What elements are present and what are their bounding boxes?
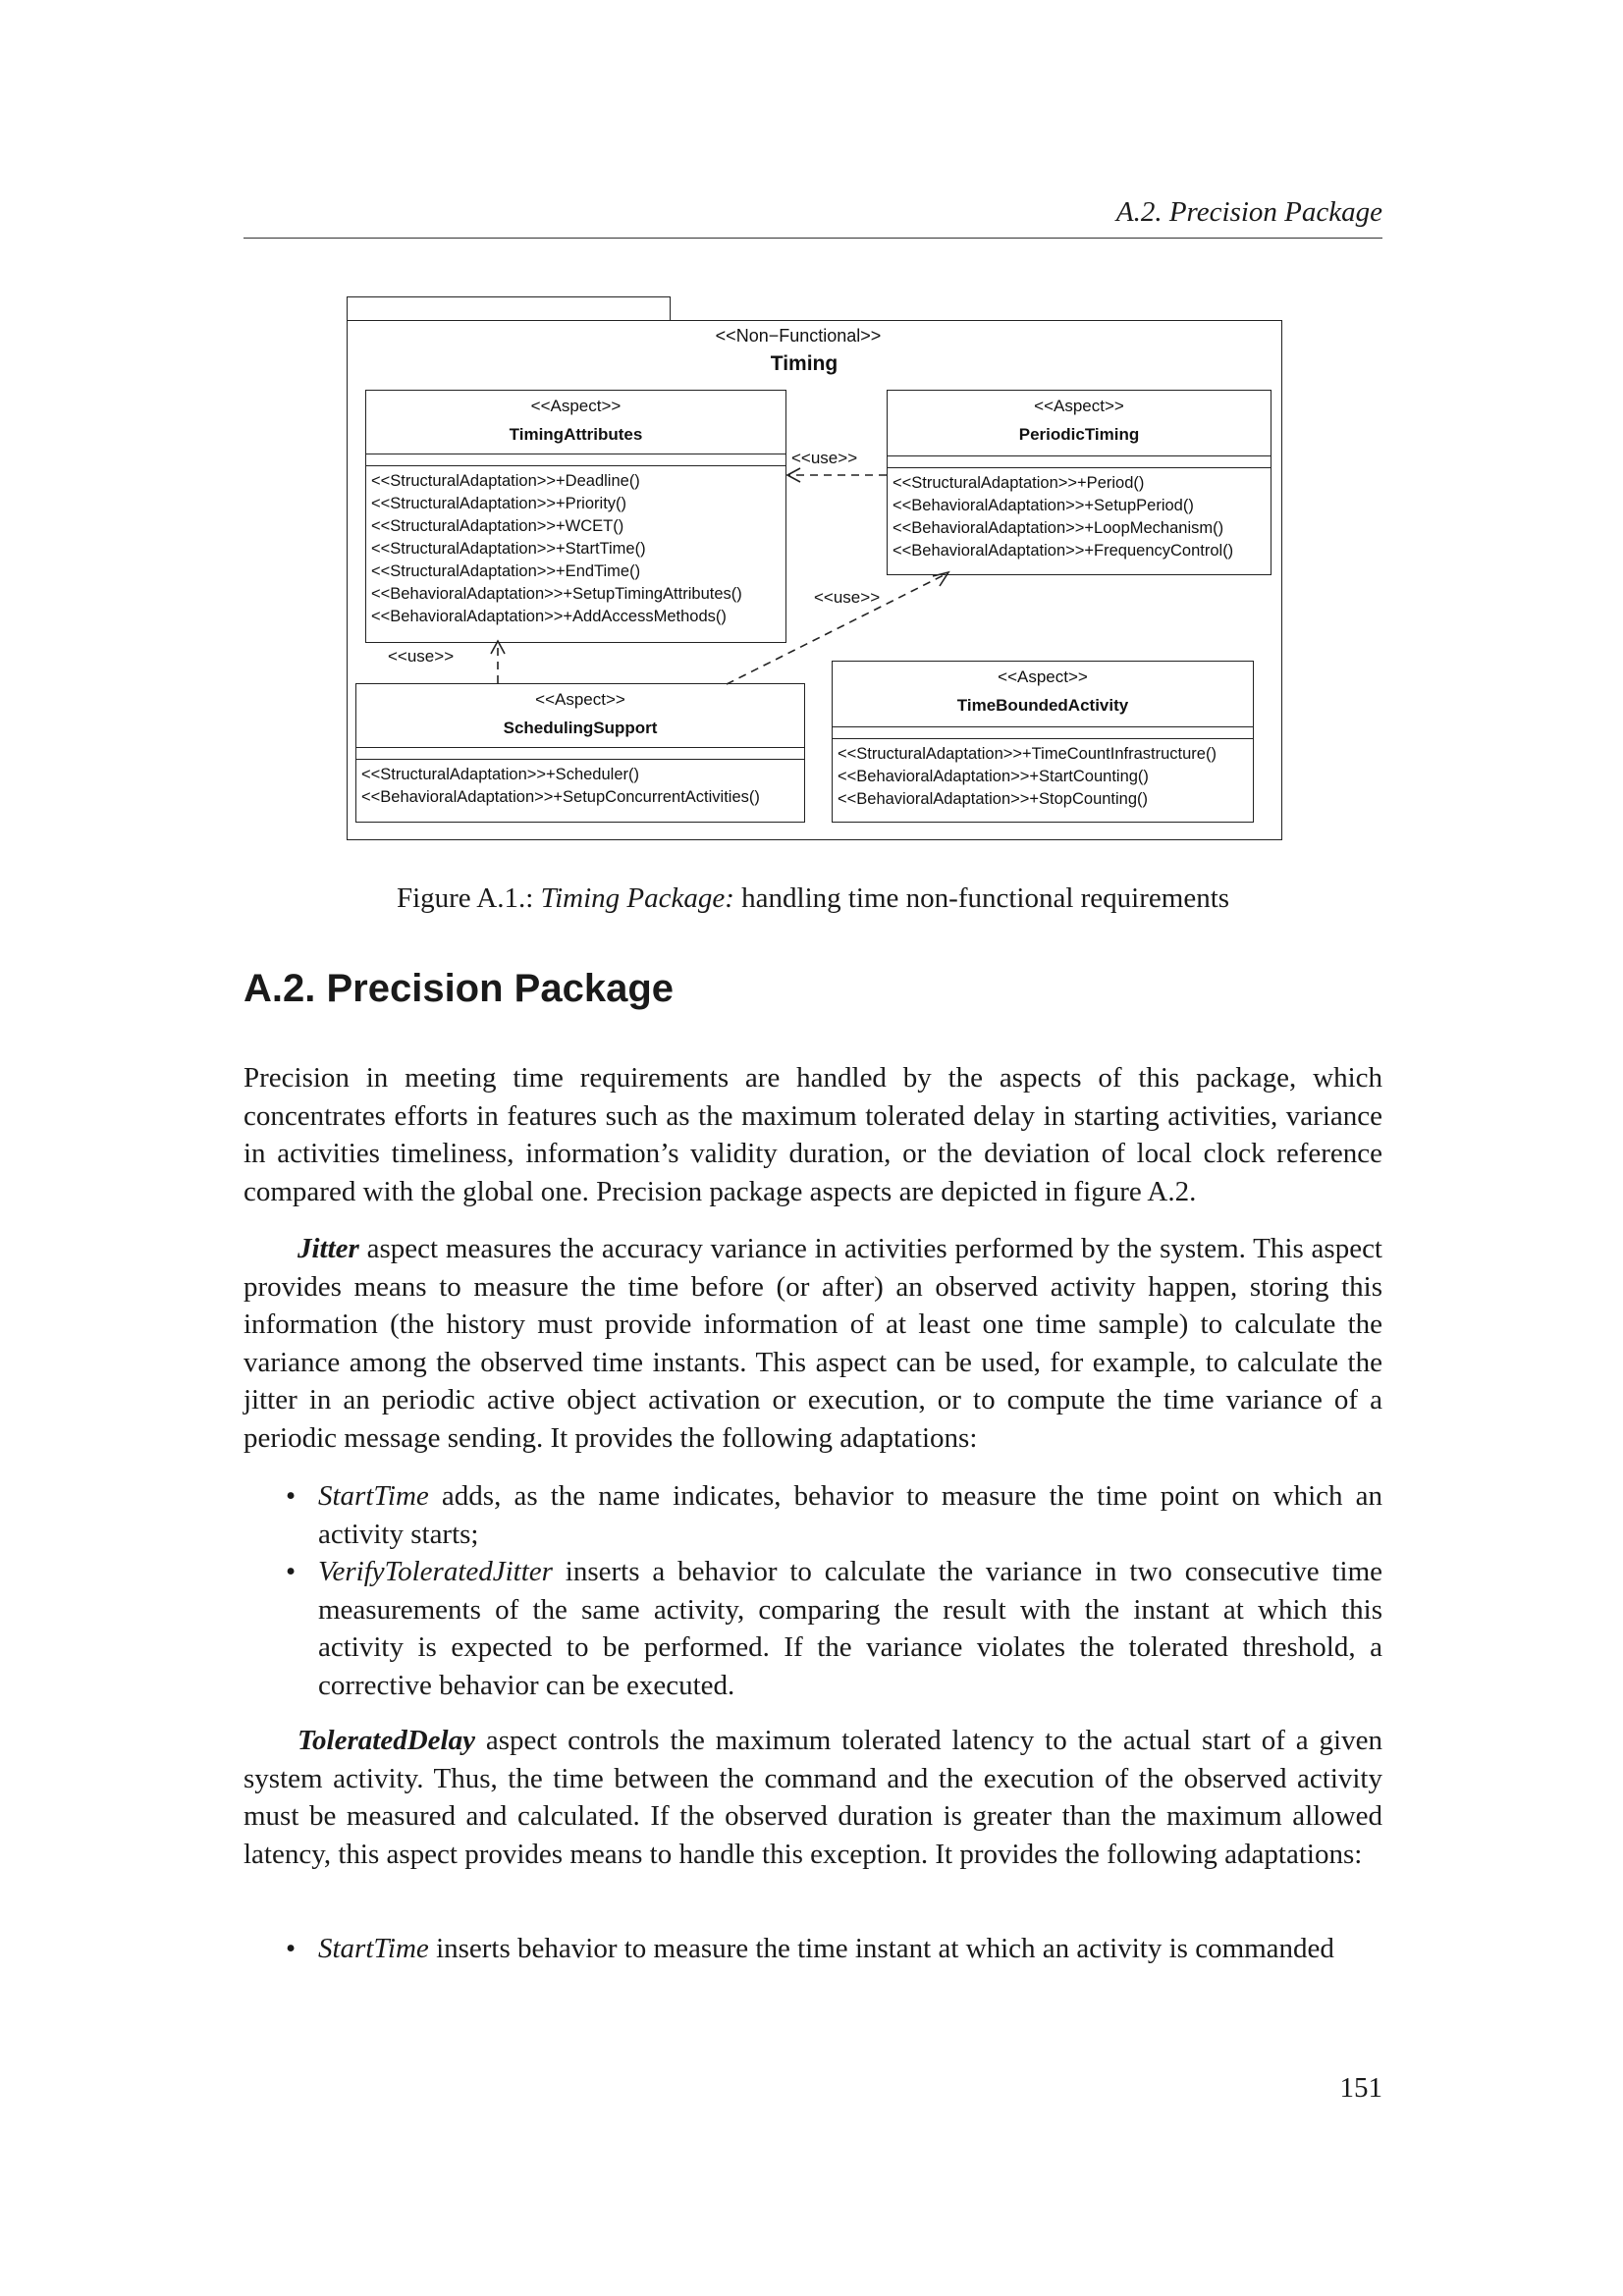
bullet-icon: •: [286, 1480, 297, 1512]
class-stereotype: <<Aspect>>: [1034, 397, 1124, 415]
arrowhead: [933, 572, 948, 586]
tolerated-delay-adaptations-list: [243, 1930, 1382, 1968]
operation: <<StructuralAdaptation>>+Deadline(): [371, 472, 640, 490]
jitter-adaptations-list: [243, 1477, 1382, 1704]
paragraph-tolerated-delay-text: aspect controls the maximum tolerated latency to the actual start of a given system activity. Thus, the time between the command and the execution of the observed activity must be measured and calculated. If the observed duration is greater than the maximum allowed latency, this aspect provides means to handle this exception. It provides the following adaptations:: [243, 1725, 1382, 1870]
list-item: [243, 1553, 1382, 1704]
class-stereotype: <<Aspect>>: [535, 690, 625, 709]
list-item: [243, 1930, 1382, 1968]
class-stereotype: <<Aspect>>: [530, 397, 622, 415]
adaptation-name: StartTime: [318, 1480, 429, 1512]
class-stereotype: <<Aspect>>: [998, 667, 1088, 686]
adaptation-text: inserts a behavior to calculate the variance in two consecutive time measurements of the same activity, comparing the result with the instant at which this activity is expected to be performed. If the variance violates the tolerated threshold, a corrective behavior can be executed.: [318, 1556, 1382, 1701]
operation: <<StructuralAdaptation>>+Period(): [893, 474, 1145, 492]
class-name: SchedulingSupport: [503, 719, 658, 737]
adaptation-name: StartTime: [318, 1933, 429, 1964]
paragraph-jitter: [243, 1230, 1382, 1457]
operation: <<StructuralAdaptation>>+EndTime(): [371, 562, 641, 580]
paragraph-intro: Precision in meeting time requirements are handled by the aspects of this package, which concentrates efforts in features such as the maximum tolerated delay in starting activities, variance in activities timeliness, information’s validity duration, or the deviation of local clock reference compared with the global one. Precision package aspects are depicted in figure A.2.: [243, 1062, 1382, 1207]
operation: <<BehavioralAdaptation>>+StopCounting(): [838, 790, 1149, 808]
class-name: TimeBoundedActivity: [956, 696, 1129, 715]
operation: <<BehavioralAdaptation>>+StartCounting(): [838, 768, 1149, 785]
use-label: <<use>>: [791, 449, 858, 467]
adaptation-text: adds, as the name indicates, behavior to measure the time point on which an activity starts;: [318, 1480, 1382, 1550]
adaptation-name: VerifyToleratedJitter: [318, 1556, 553, 1587]
operation: <<BehavioralAdaptation>>+FrequencyControl(): [893, 542, 1234, 560]
paragraph-jitter-text: aspect measures the accuracy variance in activities performed by the system. This aspect provides means to measure the time before (or after) an observed activity happen, storing this information (the history must provide information of at least one time sample) to calculate the variance among the observed time instants. This aspect can be used, for example, to calculate the jitter in an periodic active object activation or execution, or to compute the time variance of a periodic message sending. It provides the following adaptations:: [243, 1233, 1382, 1454]
operation: <<StructuralAdaptation>>+Scheduler(): [361, 766, 639, 783]
operation: <<BehavioralAdaptation>>+AddAccessMethods(): [371, 608, 727, 625]
operation: <<BehavioralAdaptation>>+LoopMechanism(): [893, 519, 1224, 537]
paragraph-tolerated-delay: [243, 1722, 1382, 1873]
dependency-arrows: [0, 0, 1623, 883]
operation: <<StructuralAdaptation>>+Priority(): [371, 495, 627, 512]
uml-diagram: [0, 0, 1623, 883]
operation: <<StructuralAdaptation>>+StartTime(): [371, 540, 646, 558]
use-label: <<use>>: [814, 588, 881, 607]
package-name: Timing: [770, 352, 839, 375]
class-name: TimingAttributes: [509, 425, 643, 444]
operation: <<BehavioralAdaptation>>+SetupPeriod(): [893, 497, 1194, 514]
figure-caption: [243, 879, 1382, 918]
operation: <<BehavioralAdaptation>>+SetupTimingAttributes(): [371, 585, 742, 603]
bullet-icon: •: [286, 1556, 297, 1587]
term-tolerated-delay: ToleratedDelay: [298, 1725, 475, 1756]
caption-prefix: Figure A.1.:: [396, 882, 541, 914]
term-jitter: Jitter: [298, 1233, 359, 1264]
section-title: A.2. Precision Package: [243, 967, 675, 1010]
package-stereotype: <<Non−Functional>>: [715, 326, 882, 346]
list-item: [243, 1477, 1382, 1553]
caption-text: handling time non-functional requirements: [733, 882, 1230, 914]
running-header: A.2. Precision Package: [1115, 196, 1382, 228]
caption-title: Timing Package:: [540, 882, 734, 914]
operation: <<StructuralAdaptation>>+TimeCountInfrastructure(): [838, 745, 1217, 763]
page-number: 151: [1339, 2072, 1382, 2104]
bullet-icon: •: [286, 1933, 297, 1964]
adaptation-text: inserts behavior to measure the time instant at which an activity is commanded: [428, 1933, 1334, 1964]
use-label: <<use>>: [388, 647, 455, 666]
operation: <<StructuralAdaptation>>+WCET(): [371, 517, 624, 535]
class-name: PeriodicTiming: [1018, 425, 1140, 444]
operation: <<BehavioralAdaptation>>+SetupConcurrentActivities(): [361, 788, 760, 806]
